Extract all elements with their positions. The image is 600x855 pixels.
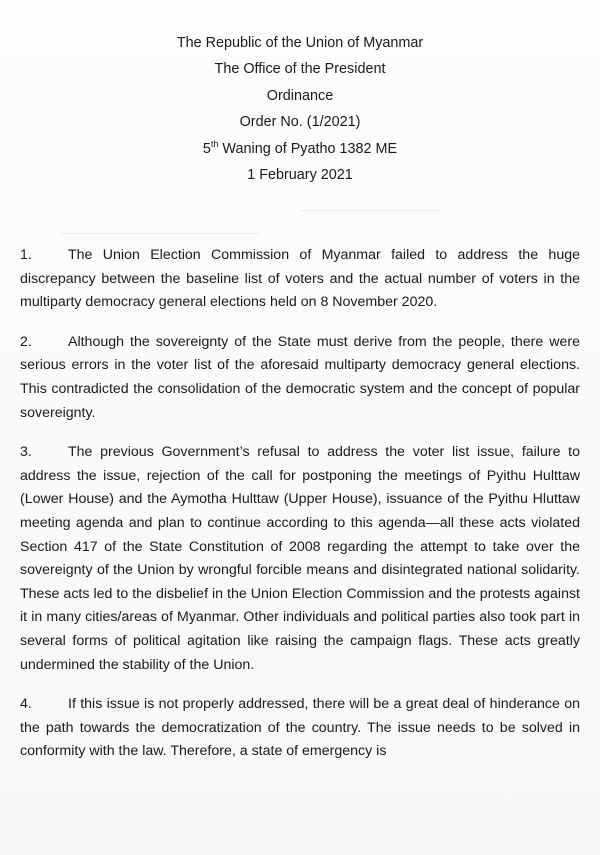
date-day-suffix: th [210,138,219,149]
paragraph-2 [20,331,580,425]
header-country: The Republic of the Union of Myanmar [176,35,424,51]
paragraph-4 [20,693,580,764]
document-header [0,30,600,188]
document-body [20,244,580,780]
paragraph-text: The previous Government’s refusal to address the voter list issue, failure to address the issue, rejection of the call for postponing the meetings of Pyithu Hulttaw (Lower House) and the Aymotha Hulttaw (Upper House), issuance of the Pyithu Hluttaw meeting agenda and plan to continue according to this agenda—all these acts violated Section 417 of the State Constitution of 2008 regarding the attempt to take over the sovereignty of the Union by wrongful forcible means and disintegrated national solidarity. These acts led to the disbelief in the Union Election Commission and the protests against it in many cities/areas of Myanmar. Other individuals and political parties also took part in several forms of political agitation like raising the campaign flags. These acts greatly undermined the stability of the Union. [20,444,580,673]
paragraph-text: The Union Election Commission of Myanmar failed to address the huge discrepancy between the baseline list of voters and the actual number of voters in the multiparty democracy general elections held on 8 November 2020. [20,247,580,311]
date-day-number: 5 [202,140,211,157]
scan-artifact [60,233,260,234]
header-doc-type: Ordinance [266,87,334,104]
header-office: The Office of the President [214,61,386,78]
paragraph-number: 4. [20,696,32,713]
header-myanmar-date [0,136,600,162]
paragraph-number: 1. [20,247,32,263]
header-gregorian-date: 1 February 2021 [247,167,353,184]
paragraph-number: 2. [20,333,32,350]
paragraph-number: 3. [20,444,32,461]
header-order-number: Order No. (1/2021) [239,114,361,131]
scan-artifact [300,210,440,211]
paragraph-1 [20,244,580,315]
paragraph-text: If this issue is not properly addressed, there will be a great deal of hinderance on the path towards the democratization of the country. The issue needs to be solved in conformity with the law. Therefore, a state of emergency is [20,696,580,760]
paragraph-text: Although the sovereignty of the State must derive from the people, there were serious errors in the voter list of the aforesaid multiparty democracy general elections. This contradicted the consolidation of the democratic system and the concept of popular sovereignty. [20,333,580,421]
date-rest: Waning of Pyatho 1382 ME [218,140,398,157]
paragraph-3 [20,441,580,677]
